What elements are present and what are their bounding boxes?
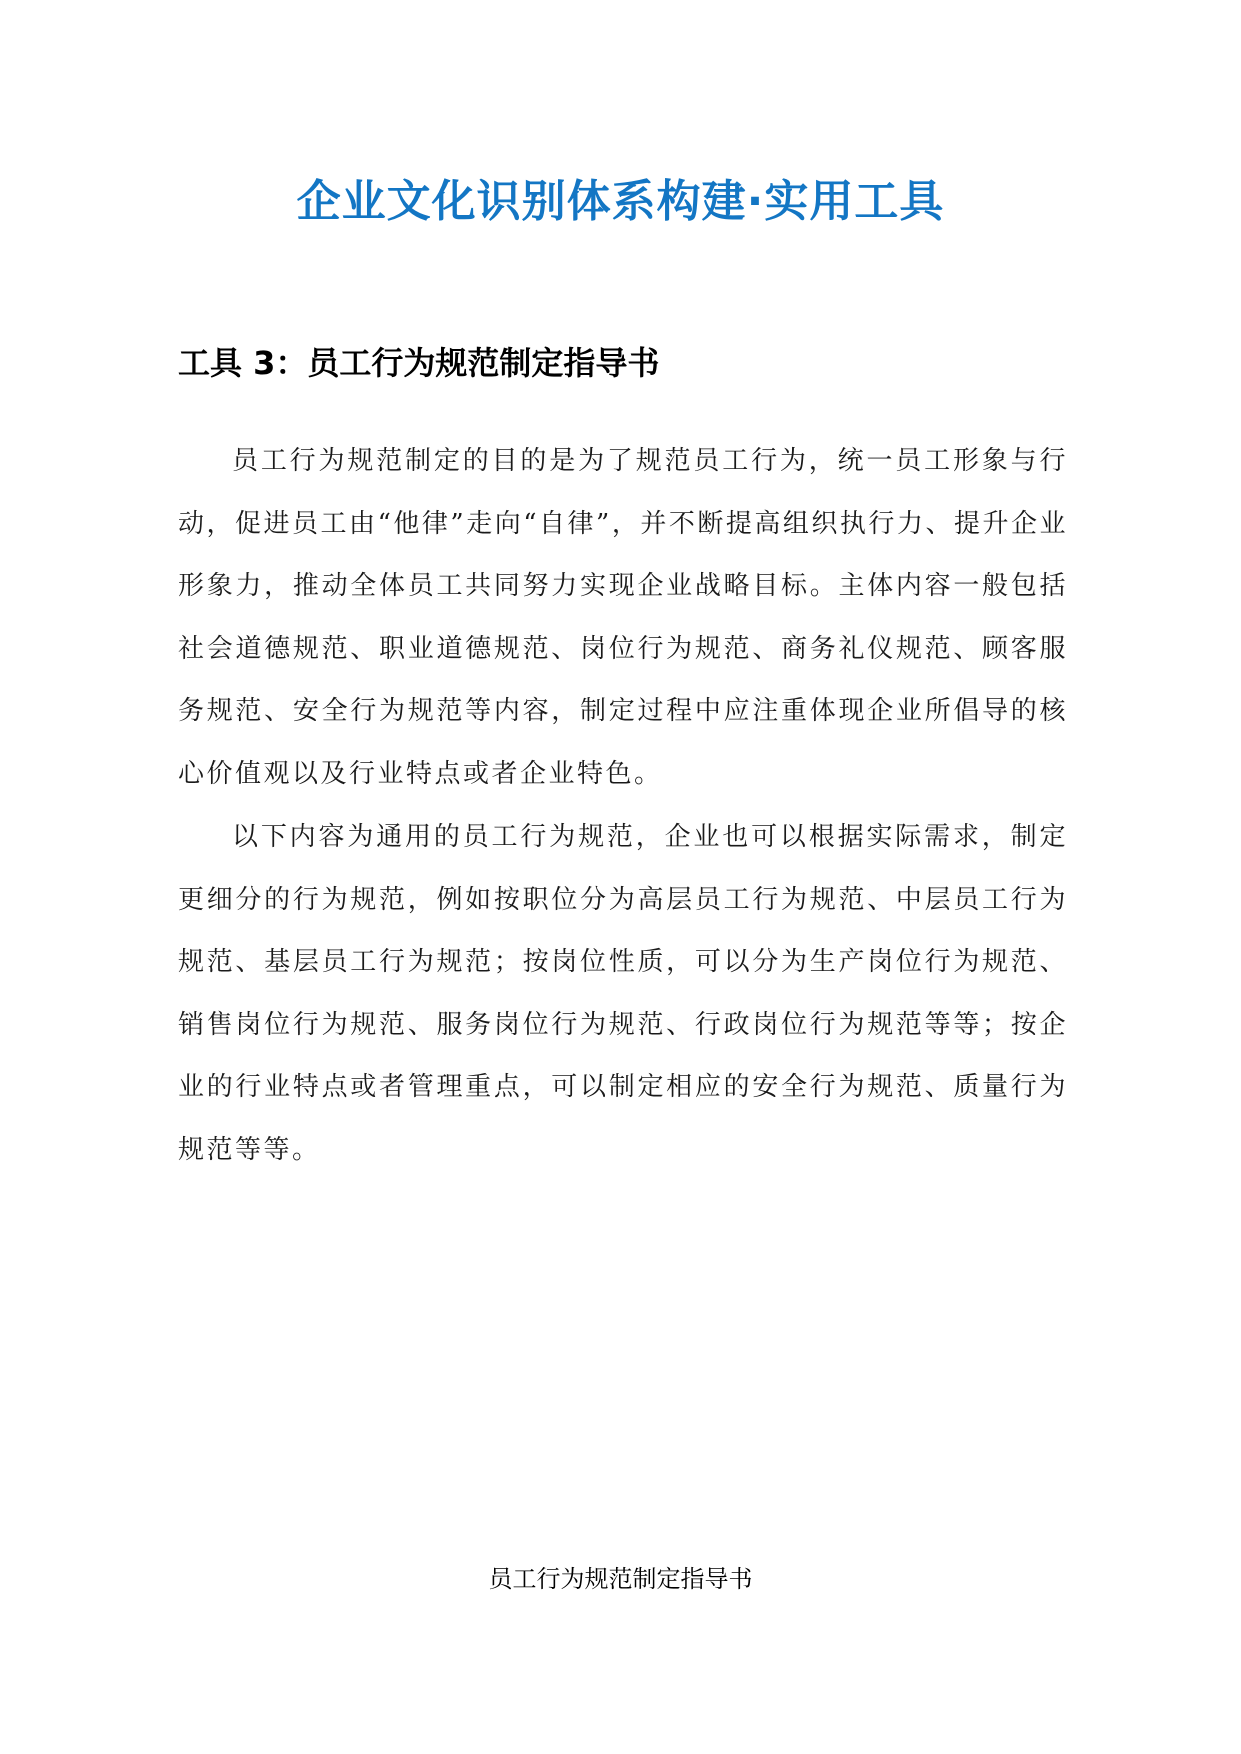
body-paragraph-purpose: 员工行为规范制定的目的是为了规范员工行为，统一员工形象与行动，促进员工由“他律”走向“自律”，并不断提高组织执行力、提升企业形象力，推动全体员工共同努力实现企业战略目标。主体内容一般包括社会道德规范、职业道德规范、岗位行为规范、商务礼仪规范、顾客服务规范、安全行为规范等内容，制定过程中应注重体现企业所倡导的核心价值观以及行业特点或者企业特色。 — [178, 446, 1068, 789]
section-title: 工具 3：员工行为规范制定指导书 — [178, 344, 660, 382]
body-paragraph-scope: 以下内容为通用的员工行为规范，企业也可以根据实际需求，制定更细分的行为规范，例如按职位分为高层员工行为规范、中层员工行为规范、基层员工行为规范；按岗位性质，可以分为生产岗位行为规范、销售岗位行为规范、服务岗位行为规范、行政岗位行为规范等等；按企业的行业特点或者管理重点，可以制定相应的安全行为规范、质量行为规范等等。 — [178, 822, 1068, 1165]
document-main-title: 企业文化识别体系构建·实用工具 — [296, 176, 945, 227]
page-footer: 员工行为规范制定指导书 — [488, 1565, 753, 1593]
